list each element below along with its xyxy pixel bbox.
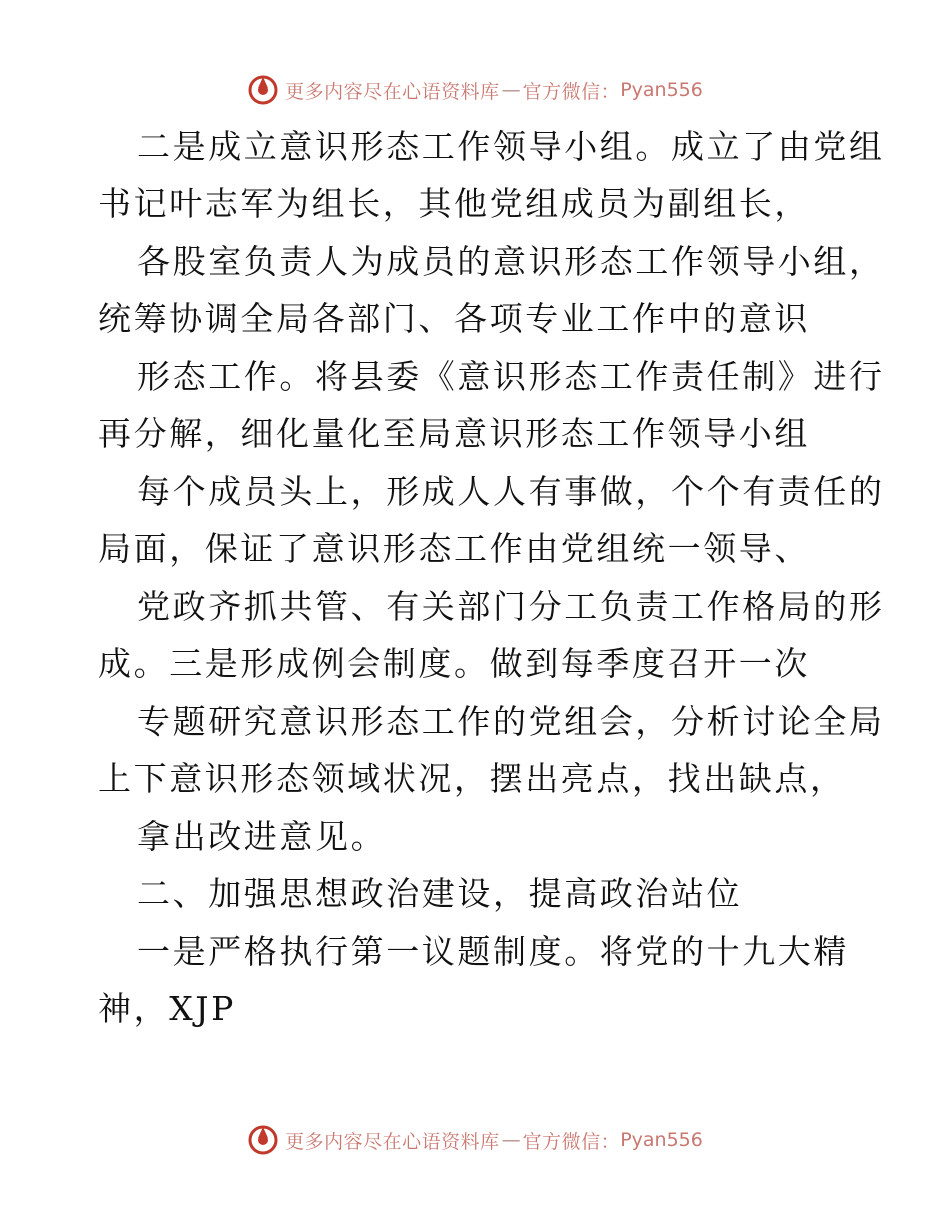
watermark-dash: —	[501, 79, 521, 101]
body-line: 上下意识形态领域状况，摆出亮点，找出缺点，	[98, 759, 846, 798]
header-watermark	[0, 70, 950, 110]
body-line: 专题研究意识形态工作的党组会，分析讨论全局	[137, 702, 885, 741]
watermark-label: 官方微信：	[522, 1130, 621, 1153]
body-line: 神，XJP	[98, 989, 236, 1028]
watermark-logo-icon	[247, 74, 279, 106]
body-line: 二是成立意识形态工作领导小组。成立了由党组	[137, 127, 885, 166]
body-line: 每个成员头上，形成人人有事做，个个有责任的	[137, 472, 885, 511]
watermark-id: Pyan556	[620, 1129, 703, 1151]
watermark-prefix: 更多内容尽在心语资料库	[285, 80, 500, 103]
body-line: 各股室负责人为成员的意识形态工作领导小组，	[137, 242, 885, 281]
body-line: 拿出改进意见。	[137, 817, 387, 856]
watermark-prefix: 更多内容尽在心语资料库	[285, 1130, 500, 1153]
body-line: 书记叶志军为组长，其他党组成员为副组长，	[98, 184, 810, 223]
watermark-id: Pyan556	[620, 79, 703, 101]
body-line: 再分解，细化量化至局意识形态工作领导小组	[98, 414, 810, 453]
body-line: 形态工作。将县委《意识形态工作责任制》进行	[137, 357, 885, 396]
section-heading: 二、加强思想政治建设，提高政治站位	[137, 874, 743, 913]
watermark-dash: —	[501, 1129, 521, 1151]
body-line: 统筹协调全局各部门、各项专业工作中的意识	[98, 299, 810, 338]
watermark-logo-icon	[247, 1124, 279, 1156]
body-line: 局面，保证了意识形态工作由党组统一领导、	[98, 529, 810, 568]
body-line: 党政齐抓共管、有关部门分工负责工作格局的形	[137, 587, 885, 626]
watermark-label: 官方微信：	[522, 80, 621, 103]
body-line: 成。三是形成例会制度。做到每季度召开一次	[98, 644, 810, 683]
body-line: 一是严格执行第一议题制度。将党的十九大精	[137, 932, 849, 971]
footer-watermark	[0, 1120, 950, 1160]
